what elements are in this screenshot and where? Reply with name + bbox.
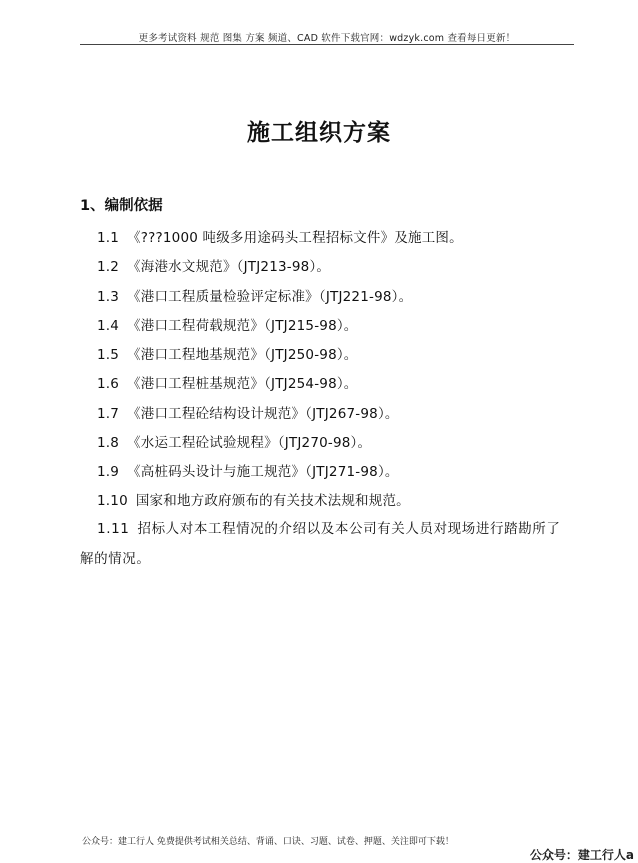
item-text: 《高桩码头设计与施工规范》（JTJ271-98）。 (127, 464, 399, 480)
item-text: 招标人对本工程情况的介绍以及本公司有关人员对现场进行踏勘所了解的情况。 (80, 521, 561, 567)
list-item (97, 402, 399, 422)
list-item (97, 489, 410, 509)
item-text: 《???1000 吨级多用途码头工程招标文件》及施工图。 (127, 230, 463, 246)
item-number: 1.7 (97, 406, 120, 422)
list-item (97, 226, 463, 246)
item-number: 1.5 (97, 347, 120, 363)
list-item (97, 372, 358, 392)
footer-note: 公众号：建工行人 免费提供考试相关总结、背诵、口诀、习题、试卷、押题、关注即可下载！ (82, 837, 454, 847)
item-text: 《海港水文规范》（JTJ213-98）。 (127, 259, 331, 275)
item-text: 《港口工程荷载规范》（JTJ215-98）。 (127, 318, 358, 334)
item-number: 1.4 (97, 318, 120, 334)
header-divider (80, 44, 574, 45)
list-item (97, 431, 371, 451)
item-number: 1.9 (97, 464, 120, 480)
item-text: 《港口工程砼结构设计规范》（JTJ267-98）。 (127, 406, 399, 422)
document-title: 施工组织方案 (247, 120, 391, 146)
item-number: 1.10 (97, 493, 128, 509)
item-number: 1.1 (97, 230, 120, 246)
list-item (97, 460, 399, 480)
list-item (80, 514, 574, 574)
watermark-label: 公众号：建工行人a (529, 848, 634, 862)
item-number: 1.3 (97, 289, 120, 305)
item-number: 1.2 (97, 259, 120, 275)
list-item (97, 255, 330, 275)
list-item (97, 285, 412, 305)
list-item (97, 343, 358, 363)
item-text: 《水运工程砼试验规程》（JTJ270-98）。 (127, 435, 372, 451)
item-text: 《港口工程桩基规范》（JTJ254-98）。 (127, 376, 358, 392)
section-heading: 1、编制依据 (80, 198, 163, 214)
item-number: 1.11 (97, 521, 130, 537)
item-number: 1.8 (97, 435, 120, 451)
item-text: 国家和地方政府颁布的有关技术法规和规范。 (135, 493, 410, 509)
item-number: 1.6 (97, 376, 120, 392)
item-text: 《港口工程地基规范》（JTJ250-98）。 (127, 347, 358, 363)
item-text: 《港口工程质量检验评定标准》（JTJ221-98）。 (127, 289, 413, 305)
header-banner: 更多考试资料 规范 图集 方案 频道、CAD 软件下载官网：wdzyk.com 查看每日更新！ (138, 33, 516, 44)
list-item (97, 314, 358, 334)
